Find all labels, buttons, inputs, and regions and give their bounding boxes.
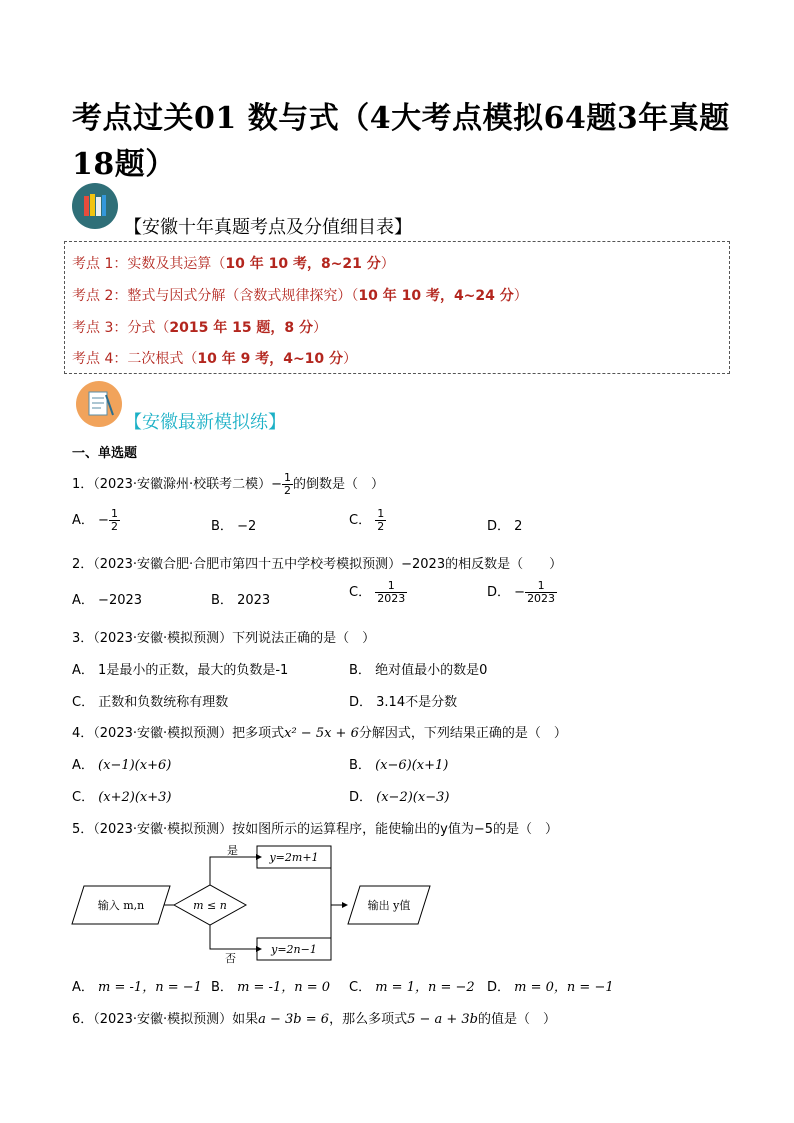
option-a[interactable]: A． − $\frac{1}{2}$ bbox=[72, 507, 118, 533]
flow-no-label: 否 bbox=[225, 952, 236, 965]
kaodian-item: 考点 3：分式（2015 年 15 题，8 分） bbox=[72, 320, 328, 336]
option-b[interactable]: B． (x−6)(x+1) bbox=[349, 758, 449, 773]
kaodian-item: 考点 4：二次根式（10 年 9 考，4~10 分） bbox=[72, 351, 358, 367]
option-c[interactable]: C． m = 1，n = −2 bbox=[349, 980, 475, 995]
option-b[interactable]: B． −2 bbox=[211, 519, 257, 534]
option-d[interactable]: D． 2 bbox=[487, 519, 523, 534]
books-icon bbox=[72, 183, 118, 229]
flow-bottom-label: y=2n−1 bbox=[271, 943, 317, 956]
option-a[interactable]: A． (x−1)(x+6) bbox=[72, 758, 172, 773]
question-2: 2．（2023·安徽合肥·合肥市第四十五中学校考模拟预测）−2023的相反数是（ ） bbox=[72, 557, 563, 572]
option-a[interactable]: A． m = -1，n = −1 bbox=[72, 980, 202, 995]
flow-top-label: y=2m+1 bbox=[269, 851, 319, 864]
option-d[interactable]: D． (x−2)(x−3) bbox=[349, 790, 450, 805]
kaodian-table bbox=[64, 241, 730, 374]
option-a[interactable]: A． 1是最小的正数，最大的负数是-1 bbox=[72, 663, 289, 678]
option-b[interactable]: B． 2023 bbox=[211, 593, 271, 608]
question-3: 3．（2023·安徽·模拟预测）下列说法正确的是（ ） bbox=[72, 631, 376, 646]
section-heading-ten-year: 【安徽十年真题考点及分值细目表】 bbox=[124, 217, 412, 238]
option-c[interactable]: C． $\frac{1}{2023}$ bbox=[349, 579, 406, 605]
option-a[interactable]: A． −2023 bbox=[72, 593, 143, 608]
section-heading-mock: 【安徽最新模拟练】 bbox=[124, 412, 286, 433]
page-title: 考点过关01 数与式（4大考点模拟64题3年真题18题） bbox=[72, 101, 730, 182]
option-d[interactable]: D． m = 0，n = −1 bbox=[487, 980, 614, 995]
part-heading: 一、单选题 bbox=[72, 446, 138, 461]
option-d[interactable]: D． 3.14不是分数 bbox=[349, 695, 458, 710]
question-4: 4．（2023·安徽·模拟预测）把多项式x² − 5x + 6分解因式，下列结果正确的是（ ） bbox=[72, 726, 567, 741]
flowchart bbox=[70, 840, 440, 970]
question-6: 6．（2023·安徽·模拟预测）如果a − 3b = 6，那么多项式5 − a + 3b的值是（ ） bbox=[72, 1012, 557, 1027]
flow-output-label: 输出 y值 bbox=[367, 899, 411, 912]
flow-yes-label: 是 bbox=[227, 844, 238, 857]
question-5: 5．（2023·安徽·模拟预测）按如图所示的运算程序，能使输出的y值为−5的是（ ） bbox=[72, 822, 558, 837]
worksheet-icon bbox=[76, 381, 122, 427]
flow-input-label: 输入 m,n bbox=[97, 899, 145, 912]
flow-cond-label: m ≤ n bbox=[193, 899, 227, 912]
option-d[interactable]: D． − $\frac{1}{2023}$ bbox=[487, 579, 556, 605]
option-b[interactable]: B． m = -1，n = 0 bbox=[211, 980, 331, 995]
option-b[interactable]: B． 绝对值最小的数是0 bbox=[349, 663, 488, 678]
question-1: 1．（2023·安徽滁州·校联考二模）− $\frac{1}{2}$ 的倒数是（ ） bbox=[72, 471, 385, 497]
option-c[interactable]: C． 正数和负数统称有理数 bbox=[72, 695, 229, 710]
option-c[interactable]: C． $\frac{1}{2}$ bbox=[349, 507, 385, 533]
kaodian-item: 考点 2：整式与因式分解（含数式规律探究）（10 年 10 考，4~24 分） bbox=[72, 288, 528, 304]
kaodian-item: 考点 1：实数及其运算（10 年 10 考，8~21 分） bbox=[72, 256, 395, 272]
option-c[interactable]: C． (x+2)(x+3) bbox=[72, 790, 172, 805]
